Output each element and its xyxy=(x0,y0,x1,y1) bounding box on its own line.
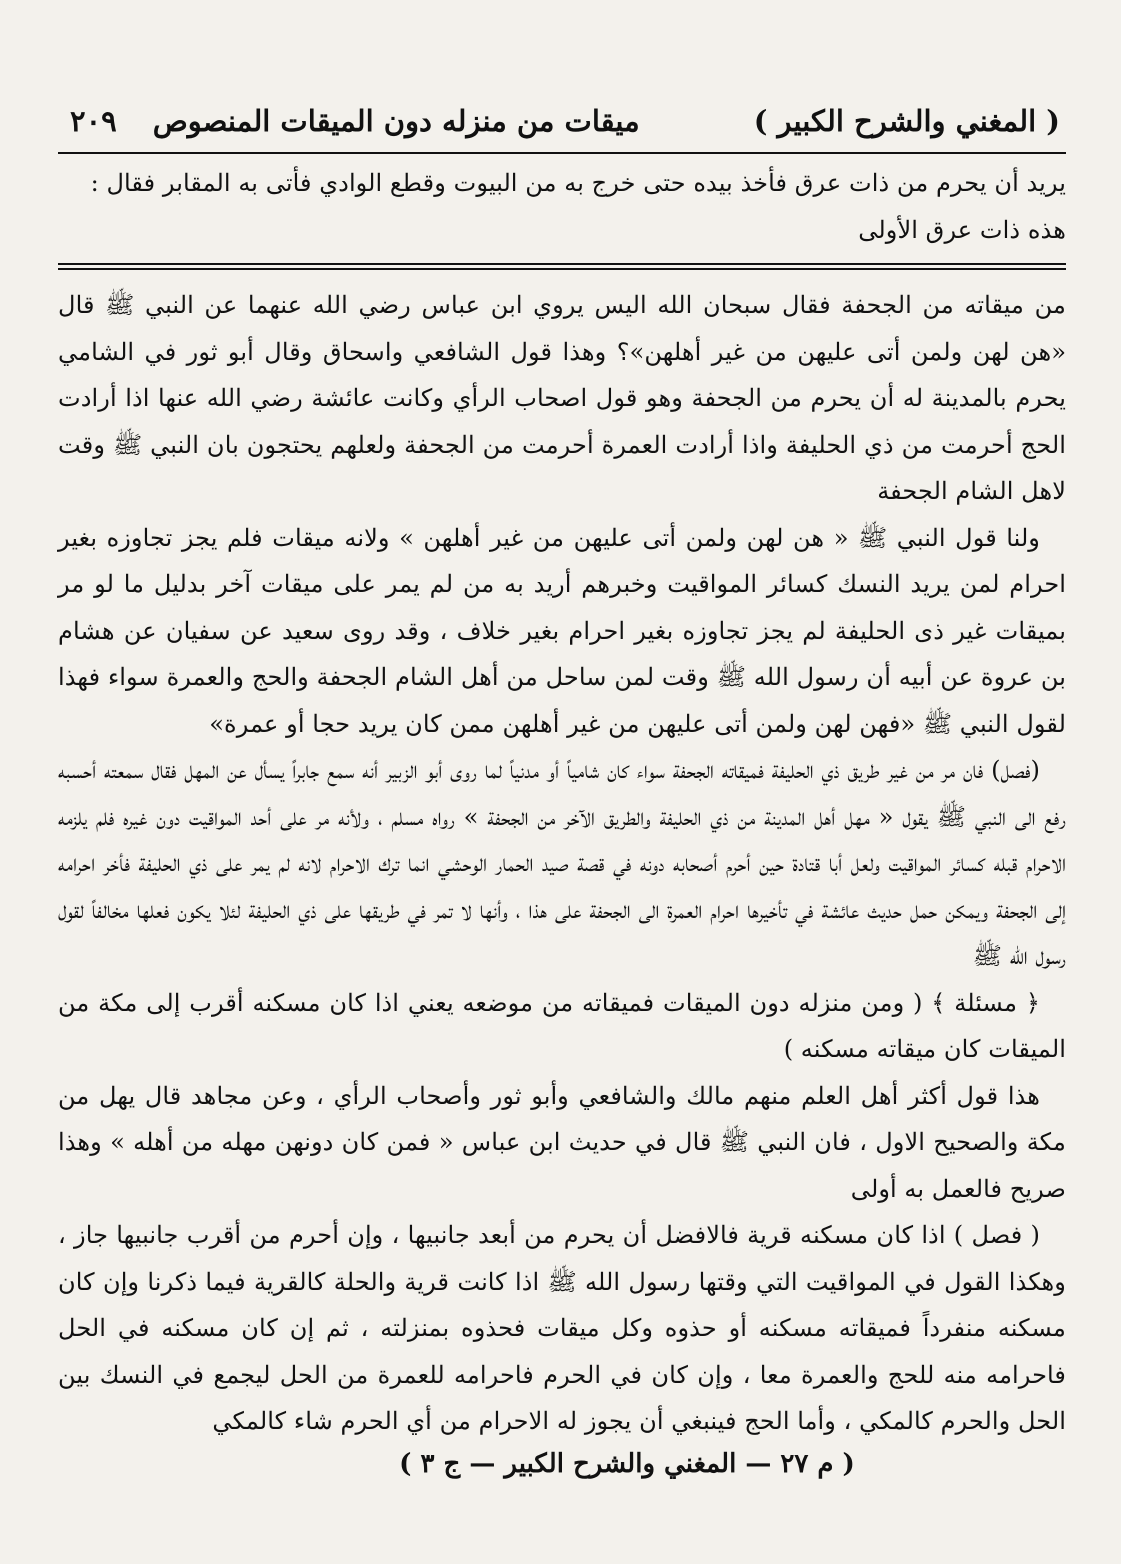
section-title: ميقات من منزله دون الميقات المنصوص xyxy=(152,104,640,138)
paragraph: ﴿ مسئلة ﴾ ( ومن منزله دون الميقات فميقاته من موضعه يعني اذا كان مسكنه أقرب إلى مكة من الميقات كان ميقاته مسكنه ) xyxy=(58,988,1066,1063)
text-line: هذه ذات عرق الأولى xyxy=(858,215,1066,244)
section-divider xyxy=(58,263,1066,270)
page-footer: ( م ٢٧ — المغني والشرح الكبير — ج ٣ ) xyxy=(399,1448,855,1479)
paragraph: من ميقاته من الجحفة فقال سبحان الله اليس يروي ابن عباس رضي الله عنهما عن النبي ﷺ قال «هن لهن ولمن أتى عليهن من غير أهلهن»؟ وهذا قول الشافعي واسحاق وقال أبو ثور في الشامي يحرم بالمدينة له أن يحرم من الجحفة وهو قول اصحاب الرأي وكانت عائشة رضي الله عنها اذا أرادت الحج أحرمت من ذي الحليفة واذا أرادت العمرة أحرمت من الجحفة ولعلهم يحتجون بان النبي ﷺ وقت لاهل الشام الجحفة xyxy=(58,291,1066,505)
commentary-continuation xyxy=(58,160,1066,253)
paragraph: هذا قول أكثر أهل العلم منهم مالك والشافعي وأبو ثور وأصحاب الرأي ، وعن مجاهد قال يهل من مكة والصحيح الاول ، فان النبي ﷺ قال في حديث ابن عباس « فمن كان دونهن مهله من أهله » وهذا صريح فالعمل به أولى xyxy=(58,1081,1066,1203)
paragraph: (فصل) فان مر من غير طريق ذي الحليفة فميقاته الجحفة سواء كان شامياً أو مدنياً لما روى أبو الزبير أنه سمع جابراً يسأل عن المهل فقال سمعته أحسبه رفع الى النبي ﷺ يقول « مهل أهل المدينة من ذي الحليفة والطريق الآخر من الجحفة » رواه مسلم ، ولأنه مر على أحد المواقيت دون غيره فلم يلزمه الاحرام قبله كسائر المواقيت ولعل أبا قتادة حين أحرم أصحابه دونه في قصة صيد الحمار الوحشي انما ترك الاحرام لانه لم يمر على ذي الحليفة فأخر احرامه إلى الجحفة ويمكن حمل حديث عائشة في تأخيرها احرام العمرة الى الجحفة على هذا ، وأنها لا تمر في طريقها على ذي الحليفة لئلا يكون فعلها مخالفاً لقول رسول الله ﷺ xyxy=(58,756,1066,970)
paragraph: ( فصل ) اذا كان مسكنه قرية فالافضل أن يحرم من أبعد جانبيها ، وإن أحرم من أقرب جانبيها جاز ، وهكذا القول في المواقيت التي وقتها رسول الله ﷺ اذا كانت قرية والحلة كالقرية فيما ذكرنا وإن كان مسكنه منفرداً فميقاته مسكنه أو حذوه وكل ميقات فحذوه بمنزلته ، ثم إن كان مسكنه في الحل فاحرامه منه للحج والعمرة معا ، وإن كان في الحرم فاحرامه للعمرة من الحل ليجمع في النسك بين الحل والحرم كالمكي ، وأما الحج فينبغي أن يجوز له الاحرام من أي الحرم شاء كالمكي xyxy=(58,1221,1066,1435)
paragraph: ولنا قول النبي ﷺ « هن لهن ولمن أتى عليهن من غير أهلهن » ولانه ميقات فلم يجز تجاوزه بغير احرام لمن يريد النسك كسائر المواقيت وخبرهم أريد به من لم يمر على ميقات آخر بدليل ما لو مر بميقات غير ذى الحليفة لم يجز تجاوزه بغير احرام بغير خلاف ، وقد روى سعيد عن سفيان عن هشام بن عروة عن أبيه أن رسول الله ﷺ وقت لمن ساحل من أهل الشام الجحفة والحج والعمرة سواء فهذا لقول النبي ﷺ «فهن لهن ولمن أتى عليهن من غير أهلهن ممن كان يريد حجا أو عمرة» xyxy=(58,523,1066,738)
book-title: ( المغني والشرح الكبير ) xyxy=(753,104,1060,138)
page-header xyxy=(58,104,1066,150)
header-rule xyxy=(58,152,1066,154)
main-text xyxy=(58,282,1066,1445)
text-line: يريد أن يحرم من ذات عرق فأخذ بيده حتى خرج به من البيوت وقطع الوادي فأتى به المقابر فقال : xyxy=(90,169,1066,197)
page-number: ٢٠٩ xyxy=(70,104,117,138)
